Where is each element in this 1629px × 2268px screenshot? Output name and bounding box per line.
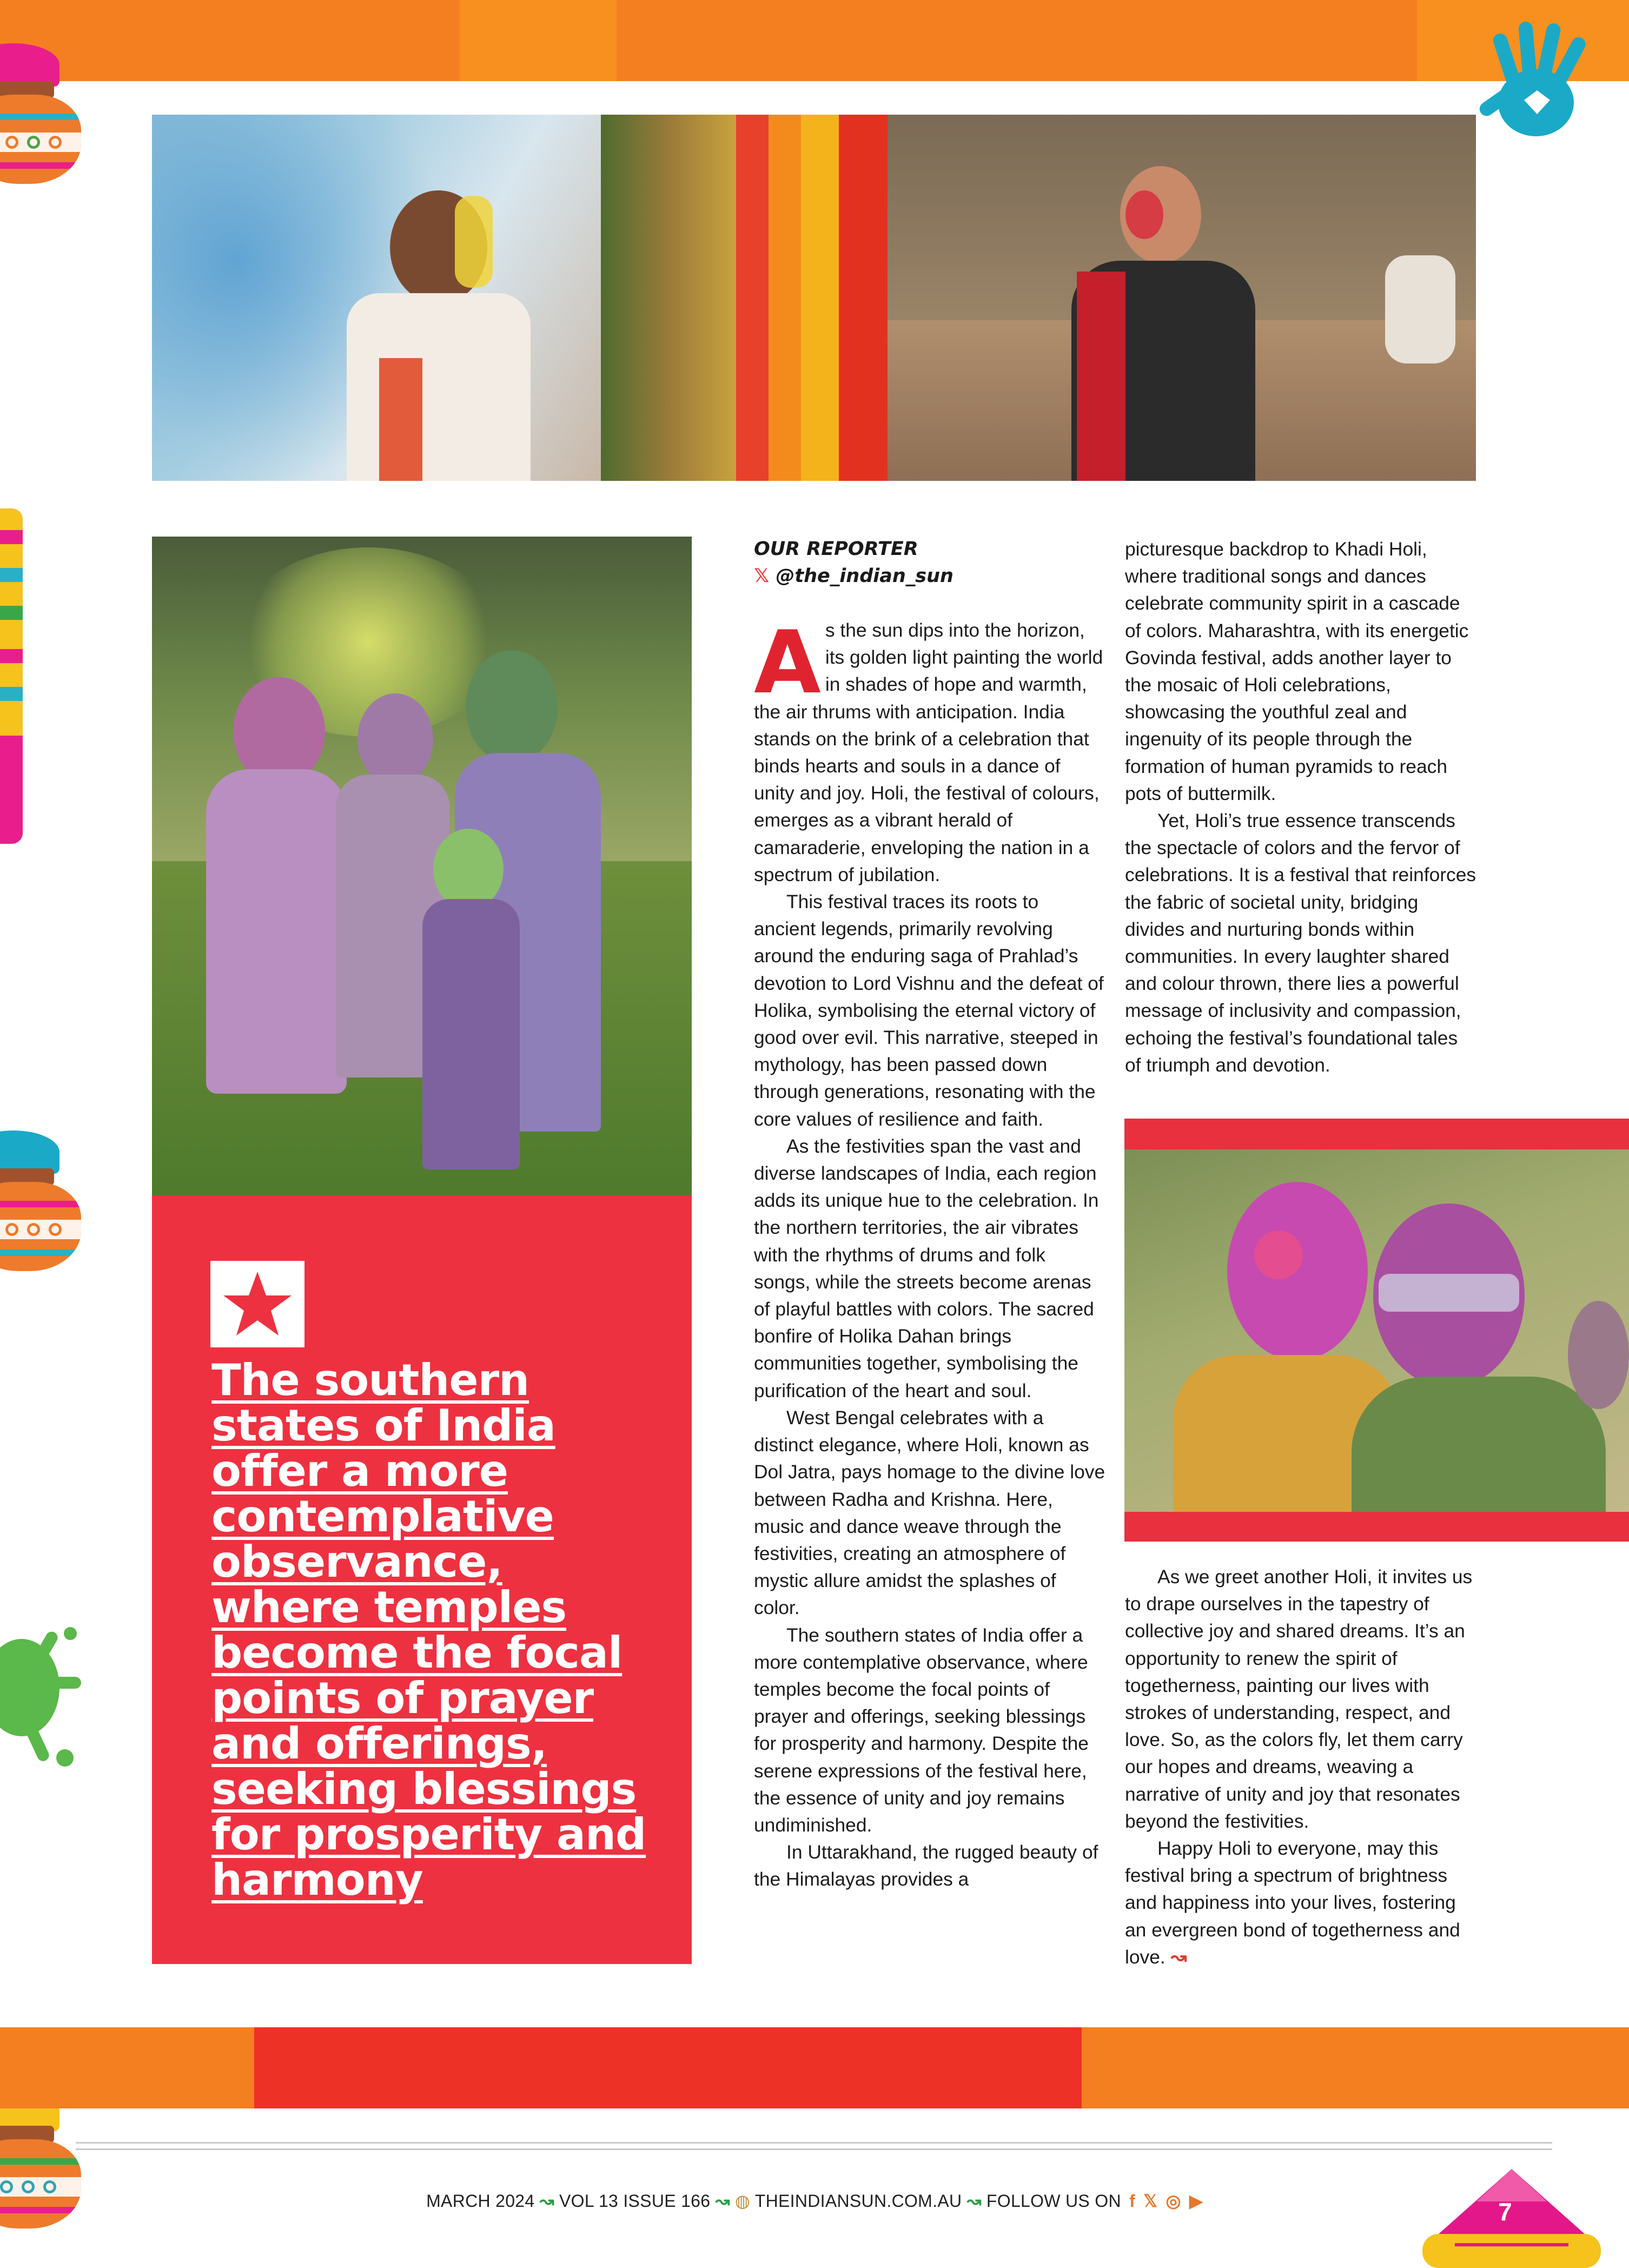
website-link[interactable]: THEINDIANSUN.COM.AU: [754, 2191, 962, 2211]
issue-number: VOL 13 ISSUE 166: [559, 2191, 711, 2211]
reporter-label: OUR REPORTER: [754, 538, 918, 560]
drop-cap: A: [754, 612, 821, 713]
article-paragraph: As the sun dips into the horizon, its golden light painting the world in shades of hope and warmth, the air thrums with anticipation. India stands on the brink of a celebration that binds hearts and souls in a dance of unity and joy. Holi, the festival of colours, emerges as a vibrant herald of camaraderie, enveloping the nation in a spectrum of jubilation.: [754, 612, 1103, 885]
article-paragraph: This festival traces its roots to ancient legends, primarily revolving around the enduring saga of Prahlad’s devotion to Lord Vishnu and the defeat of Holika, symbolising the eternal victory of good over evil. This narrative, steeped in mythology, has been passed down through generations, resonating with the core values of resilience and faith.: [754, 891, 1104, 1130]
footer-rule: [76, 2142, 1552, 2144]
green-paint-splash-icon: [0, 1596, 87, 1780]
x-logo-icon: 𝕏: [754, 565, 770, 587]
byline: [754, 535, 953, 590]
star-icon-box: [210, 1261, 304, 1347]
article-paragraph: Yet, Holi’s true essence transcends the spectacle of colors and the fervor of celebrations. It is a festival that reinforces the fabric of societal unity, bridging divides and nurturing bonds within communities. In every laughter shared and colour thrown, there lies a powerful message of inclusivity and compassion, echoing the festival’s foundational tales of triumph and devotion.: [1125, 810, 1476, 1076]
separator-icon: ↝: [966, 2191, 982, 2211]
instagram-icon[interactable]: ◎: [1166, 2191, 1181, 2211]
article-column-2-top: [1125, 535, 1476, 1079]
star-icon: [210, 1261, 304, 1347]
bottom-band-red-segment: [254, 2027, 1082, 2108]
end-mark-icon: ↝: [1170, 1946, 1187, 1968]
decorative-stick: [0, 508, 23, 844]
article-paragraph: As the festivities span the vast and diverse landscapes of India, each region adds its unique hue to the celebration. In the northern territories, the air vibrates with the rhythms of drums and folk songs, while the streets become arenas of playful battles with colors. The sacred bonfire of Holika Dahan brings communities together, symbolising the purification of the heart and soul.: [754, 1135, 1099, 1401]
article-paragraph: Happy Holi to everyone, may this festival bring a spectrum of brightness and happiness into your lives, fostering an evergreen bond of togetherness and love. ↝: [1125, 1837, 1460, 1968]
photo-frame-top: [1124, 1119, 1629, 1149]
top-band-segment: [460, 0, 617, 81]
article-column-2-bottom: [1125, 1563, 1476, 1971]
holi-banner-photo: [152, 115, 1476, 481]
handle-text: @the_indian_sun: [776, 565, 953, 587]
article-paragraph: As we greet another Holi, it invites us to drape ourselves in the tapestry of collective joy and shared dreams. It’s an opportunity to renew the spirit of togetherness, painting our lives with strokes of understanding, respect, and love. So, as the colors fly, let them carry our hopes and dreams, weaving a narrative of unity and joy that resonates beyond the festivities.: [1125, 1566, 1473, 1832]
separator-icon: ↝: [539, 2191, 554, 2211]
photo-frame-bottom: [1124, 1512, 1629, 1542]
separator-icon: ↝: [715, 2191, 730, 2211]
bottom-color-band: [0, 2027, 1629, 2108]
decorative-pot: [0, 1130, 81, 1271]
article-paragraph: In Uttarakhand, the rugged beauty of the Himalayas provides a: [754, 1841, 1098, 1890]
footer-rule: [76, 2148, 1552, 2150]
x-icon[interactable]: 𝕏: [1143, 2191, 1158, 2211]
youtube-icon[interactable]: ▶: [1189, 2191, 1203, 2211]
pull-quote-text: The southern states of India offer a more contemplative observance, where temples become the focal points of prayer and offerings, seeking blessings for prosperity and harmony: [211, 1355, 646, 1905]
friends-holi-photo: [1124, 1149, 1629, 1512]
globe-icon: ◍: [734, 2191, 751, 2211]
family-holi-photo: [152, 537, 692, 1195]
article-paragraph: West Bengal celebrates with a distinct elegance, where Holi, known as Dol Jatra, pays homage to the divine love between Radha and Krishna. Here, music and dance weave through the festivities, creating an atmosphere of mystic allure amidst the splashes of color.: [754, 1406, 1105, 1619]
follow-label: FOLLOW US ON: [986, 2191, 1121, 2211]
page-footer: [0, 2191, 1629, 2211]
top-color-band: [0, 0, 1629, 81]
article-paragraph: The southern states of India offer a more contemplative observance, where temples become the focal points of prayer and offerings, seeking blessings for prosperity and harmony. Despite the serene expressions of the festival here, the essence of unity and joy remains undiminished.: [754, 1624, 1089, 1836]
article-paragraph: picturesque backdrop to Khadi Holi, where traditional songs and dances celebrate community spirit in a cascade of colors. Maharashtra, with its energetic Govinda festival, adds another layer to the mosaic of Holi celebrations, showcasing the youthful zeal and ingenuity of its people through the formation of human pyramids to reach pots of buttermilk.: [1125, 538, 1469, 804]
twitter-handle[interactable]: [754, 563, 953, 590]
facebook-icon[interactable]: f: [1129, 2191, 1136, 2211]
issue-date: MARCH 2024: [426, 2191, 535, 2211]
article-column-1: [754, 612, 1105, 1893]
page-number: 7: [1498, 2198, 1512, 2226]
decorative-pot: [0, 43, 81, 184]
pull-quote-box: [152, 1195, 692, 1964]
handprint-decoration-icon: [1460, 11, 1612, 162]
